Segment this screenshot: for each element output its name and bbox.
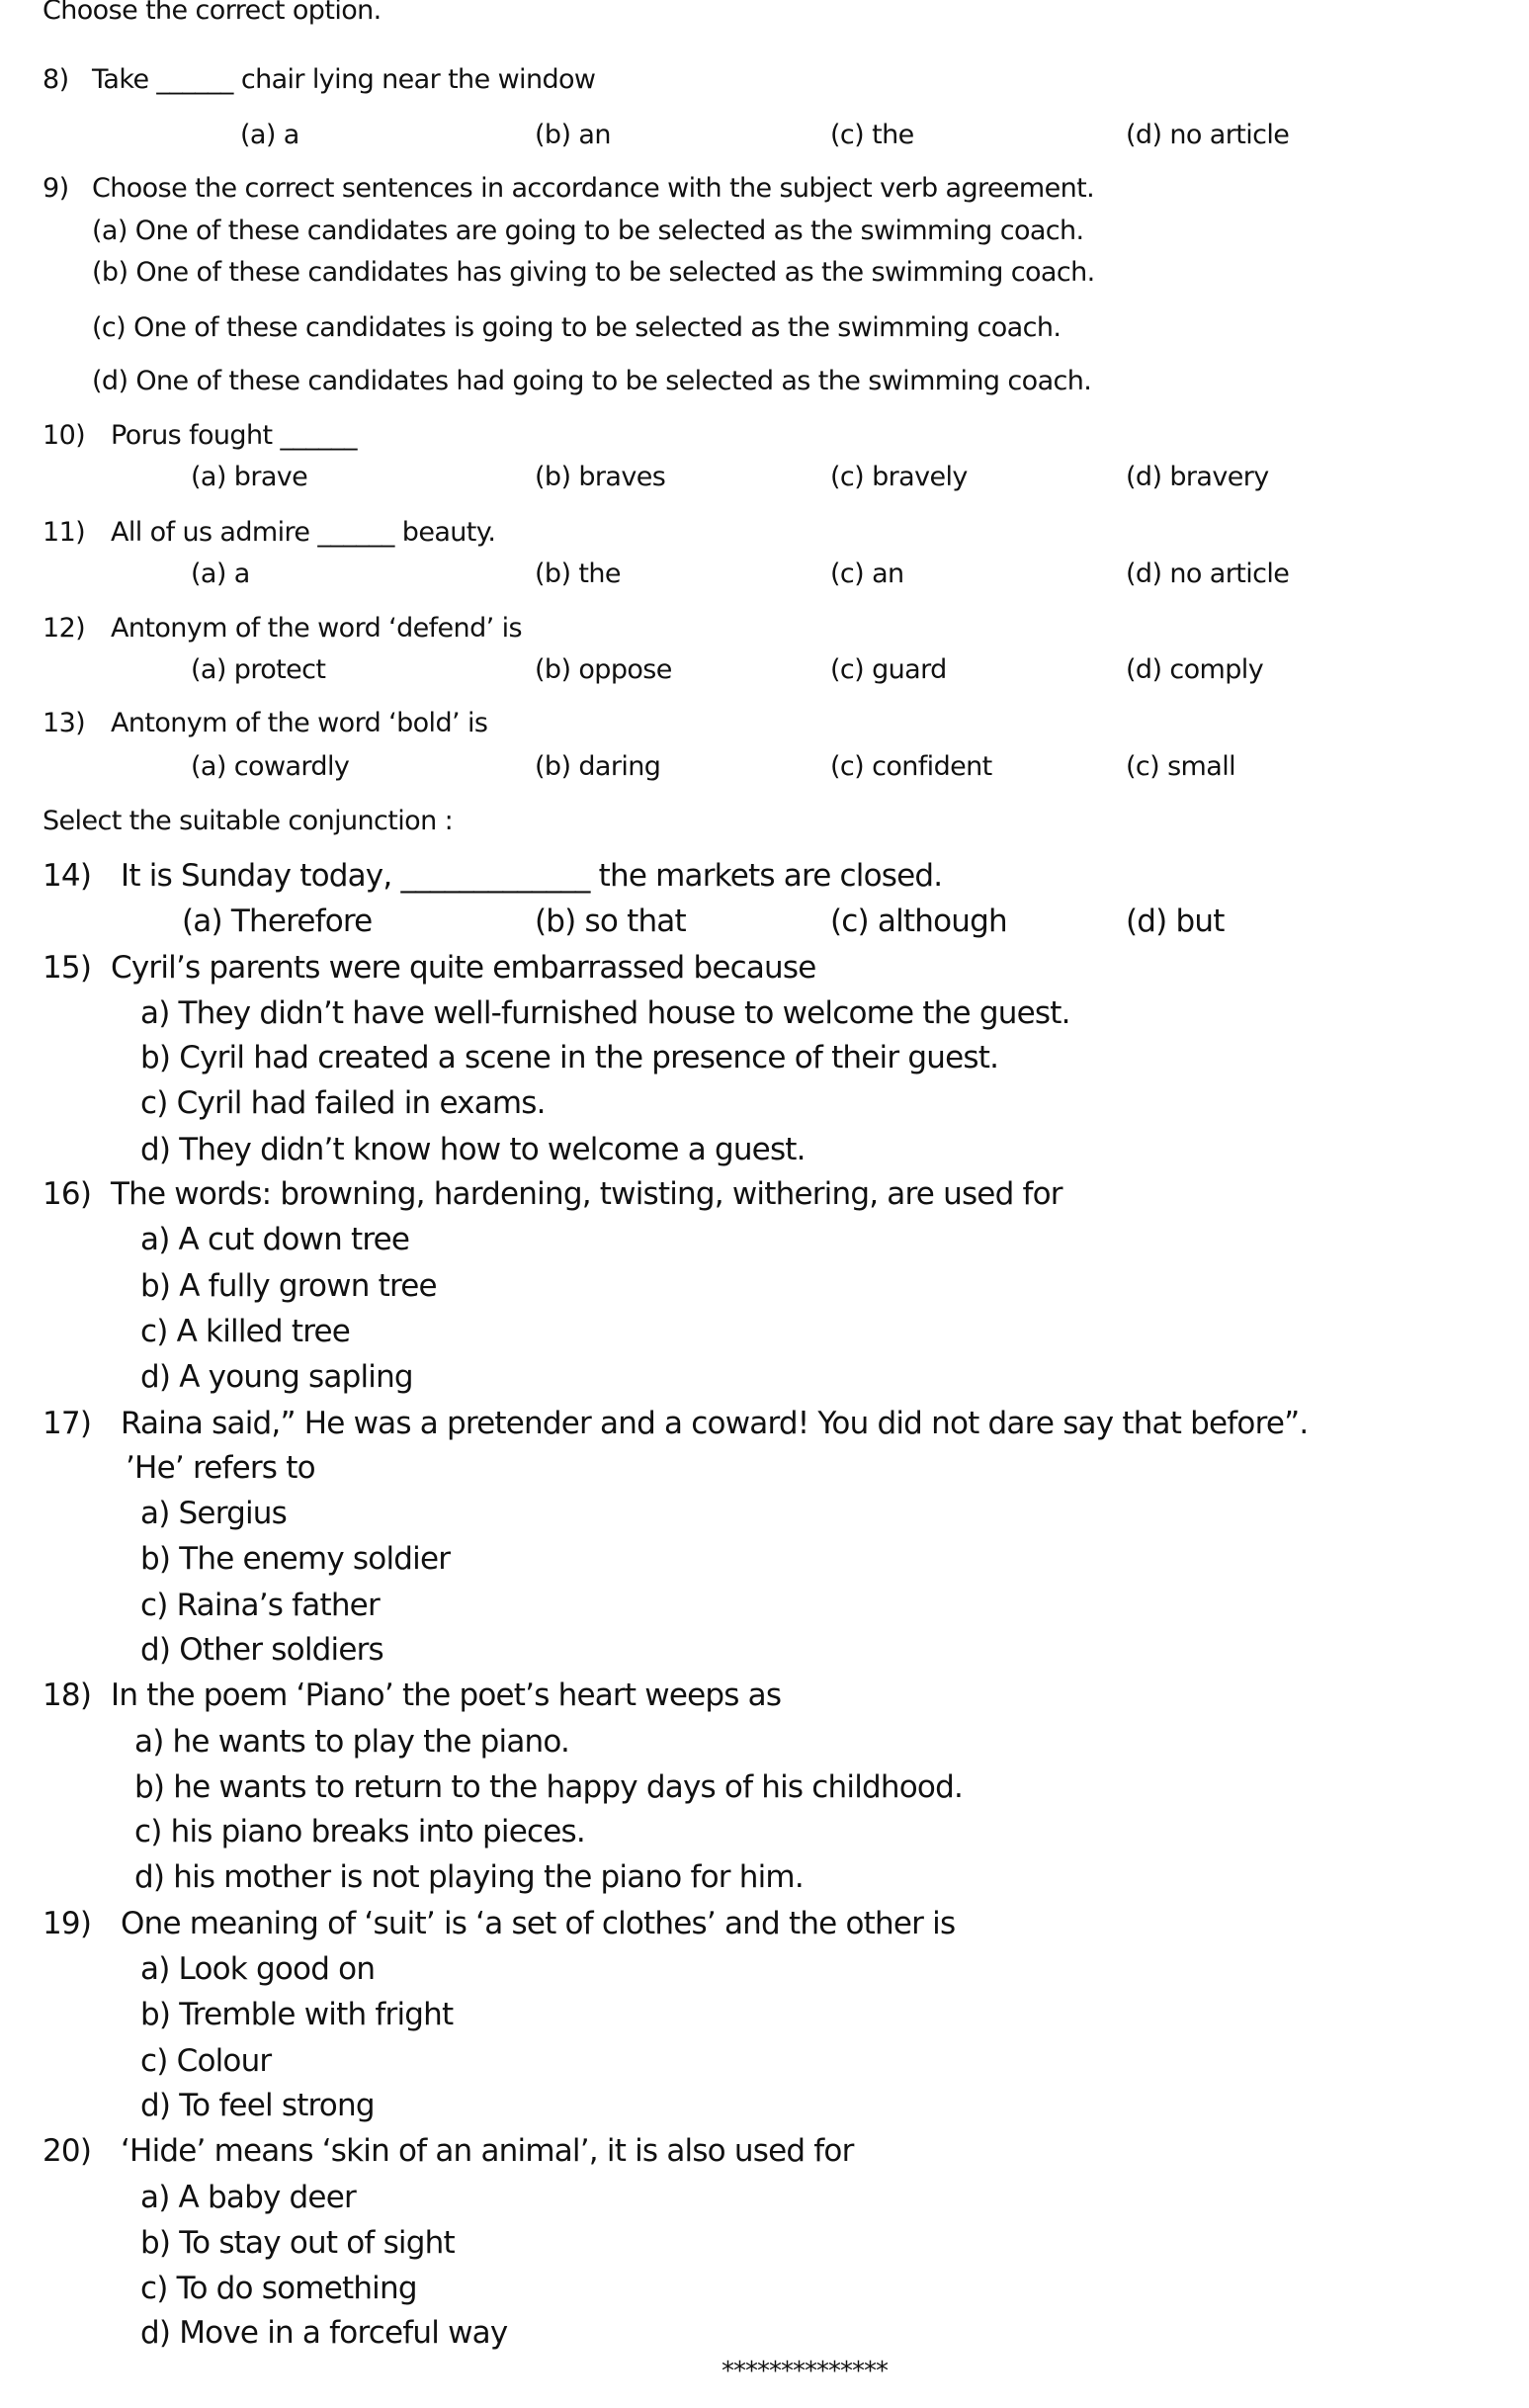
option: c) Colour bbox=[140, 2043, 272, 2079]
question-number: 14) bbox=[42, 858, 92, 894]
question-number: 10) bbox=[42, 420, 86, 451]
option: a) They didn’t have well-furnished house to welcome the guest. bbox=[140, 995, 1070, 1031]
question-number: 13) bbox=[42, 708, 86, 738]
option: c) Cyril had failed in exams. bbox=[140, 1085, 546, 1121]
question-number: 11) bbox=[42, 517, 86, 548]
option: (b) oppose bbox=[535, 654, 672, 685]
option: (a) a bbox=[191, 559, 250, 589]
option: (c) although bbox=[830, 903, 1007, 939]
question-text: In the poem ‘Piano’ the poet’s heart weeps as bbox=[111, 1677, 782, 1713]
question-text: One meaning of ‘suit’ is ‘a set of clothes’ and the other is bbox=[121, 1906, 956, 1941]
option: b) To stay out of sight bbox=[140, 2225, 455, 2261]
option: (d) One of these candidates had going to be selected as the swimming coach. bbox=[92, 366, 1092, 396]
end-marker: ************** bbox=[722, 2357, 888, 2386]
option: (b) the bbox=[535, 559, 621, 589]
option: (b) so that bbox=[535, 903, 686, 939]
option: b) he wants to return to the happy days of his childhood. bbox=[134, 1769, 964, 1805]
option: b) Tremble with fright bbox=[140, 1997, 454, 2032]
question-text: Take ______ chair lying near the window bbox=[92, 64, 596, 95]
option: (d) but bbox=[1126, 903, 1225, 939]
option: (b) daring bbox=[535, 751, 661, 782]
option: (a) a bbox=[240, 120, 299, 150]
option: d) Other soldiers bbox=[140, 1632, 383, 1668]
question-text: All of us admire ______ beauty. bbox=[111, 517, 496, 548]
option: a) A baby deer bbox=[140, 2180, 356, 2215]
question-text: Antonym of the word ‘bold’ is bbox=[111, 708, 488, 738]
option: d) A young sapling bbox=[140, 1359, 413, 1395]
option: (c) bravely bbox=[830, 462, 968, 492]
question-text: It is Sunday today, _____________ the markets are closed. bbox=[121, 858, 943, 894]
option: b) A fully grown tree bbox=[140, 1268, 437, 1304]
option: d) Move in a forceful way bbox=[140, 2315, 508, 2351]
option: (d) comply bbox=[1126, 654, 1264, 685]
option: c) To do something bbox=[140, 2271, 417, 2306]
option: (a) brave bbox=[191, 462, 308, 492]
option: (a) One of these candidates are going to be selected as the swimming coach. bbox=[92, 215, 1084, 246]
option: (a) cowardly bbox=[191, 751, 350, 782]
option: c) his piano breaks into pieces. bbox=[134, 1814, 585, 1849]
option: b) The enemy soldier bbox=[140, 1541, 451, 1577]
option: (a) protect bbox=[191, 654, 326, 685]
option: (c) the bbox=[830, 120, 914, 150]
question-number: 12) bbox=[42, 613, 86, 644]
question-text: The words: browning, hardening, twisting, withering, are used for bbox=[111, 1176, 1062, 1212]
option: (d) bravery bbox=[1126, 462, 1269, 492]
option: (d) no article bbox=[1126, 559, 1290, 589]
question-number: 18) bbox=[42, 1677, 92, 1713]
option: (c) One of these candidates is going to be selected as the swimming coach. bbox=[92, 312, 1062, 343]
option: (a) Therefore bbox=[182, 903, 373, 939]
option: (d) no article bbox=[1126, 120, 1290, 150]
question-number: 15) bbox=[42, 950, 92, 986]
question-text: Choose the correct sentences in accordance with the subject verb agreement. bbox=[92, 173, 1095, 204]
option: a) A cut down tree bbox=[140, 1222, 410, 1257]
question-text: ‘Hide’ means ‘skin of an animal’, it is also used for bbox=[121, 2133, 854, 2169]
question-number: 20) bbox=[42, 2133, 92, 2169]
option: a) Sergius bbox=[140, 1496, 287, 1531]
option: (b) braves bbox=[535, 462, 666, 492]
option: (b) One of these candidates has giving to be selected as the swimming coach. bbox=[92, 257, 1095, 288]
option: b) Cyril had created a scene in the presence of their guest. bbox=[140, 1040, 999, 1075]
option: d) They didn’t know how to welcome a guest. bbox=[140, 1132, 806, 1167]
option: (b) an bbox=[535, 120, 611, 150]
question-number: 8) bbox=[42, 64, 69, 95]
option: (c) guard bbox=[830, 654, 947, 685]
option: (c) small bbox=[1126, 751, 1236, 782]
conjunction-heading: Select the suitable conjunction : bbox=[42, 806, 454, 836]
option: c) A killed tree bbox=[140, 1314, 351, 1349]
question-number: 9) bbox=[42, 173, 69, 204]
instructions: Choose the correct option. bbox=[42, 0, 382, 26]
question-number: 19) bbox=[42, 1906, 92, 1941]
question-subtext: ’He’ refers to bbox=[126, 1450, 315, 1486]
question-text: Cyril’s parents were quite embarrassed because bbox=[111, 950, 816, 986]
option: c) Raina’s father bbox=[140, 1588, 380, 1623]
option: (c) confident bbox=[830, 751, 992, 782]
question-number: 16) bbox=[42, 1176, 92, 1212]
option: d) his mother is not playing the piano for him. bbox=[134, 1859, 804, 1895]
option: a) he wants to play the piano. bbox=[134, 1724, 570, 1760]
question-text: Antonym of the word ‘defend’ is bbox=[111, 613, 522, 644]
question-text: Raina said,” He was a pretender and a coward! You did not dare say that before”. bbox=[121, 1406, 1309, 1441]
question-text: Porus fought ______ bbox=[111, 420, 357, 451]
option: a) Look good on bbox=[140, 1951, 376, 1987]
option: d) To feel strong bbox=[140, 2088, 375, 2123]
option: (c) an bbox=[830, 559, 904, 589]
question-number: 17) bbox=[42, 1406, 92, 1441]
